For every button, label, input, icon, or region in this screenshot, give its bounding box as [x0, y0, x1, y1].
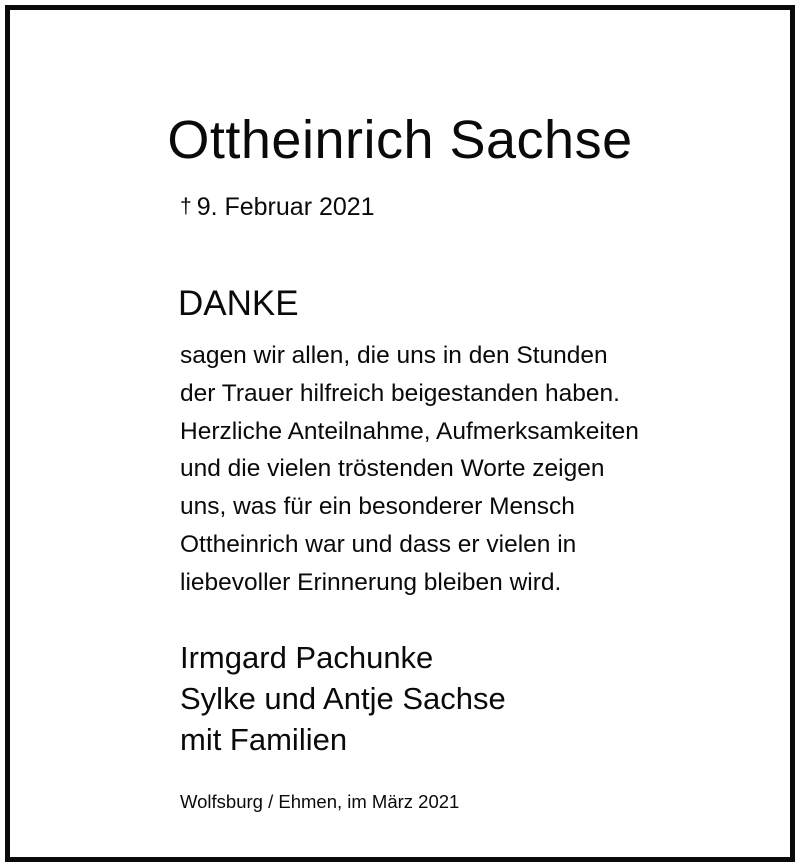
cross-icon: † — [180, 195, 192, 218]
message-line: sagen wir allen, die uns in den Stunden — [180, 342, 608, 369]
signer-name: Irmgard Pachunke — [180, 640, 434, 675]
message-line: Ottheinrich war und dass er vielen in — [180, 530, 577, 558]
signer-name: mit Familien — [180, 722, 348, 757]
message-line: liebevoller Erinnerung bleiben wird. — [180, 568, 562, 596]
message-line: uns, was für ein besonderer Mensch — [180, 493, 575, 521]
death-date-line — [180, 192, 375, 224]
message-line: der Trauer hilfreich beigestanden haben. — [180, 379, 620, 407]
signers-block — [180, 637, 506, 760]
message-line: Herzliche Anteilnahme, Aufmerksamkeiten — [180, 417, 639, 445]
thanks-message — [180, 337, 740, 602]
thanks-heading: DANKE — [178, 284, 299, 323]
signer-name: Sylke und Antje Sachse — [180, 681, 506, 716]
message-line: und die vielen tröstenden Worte zeigen — [180, 455, 605, 483]
death-date: 9. Februar 2021 — [196, 193, 375, 221]
place-and-date: Wolfsburg / Ehmen, im März 2021 — [180, 791, 460, 812]
deceased-name: Ottheinrich Sachse — [167, 110, 633, 170]
